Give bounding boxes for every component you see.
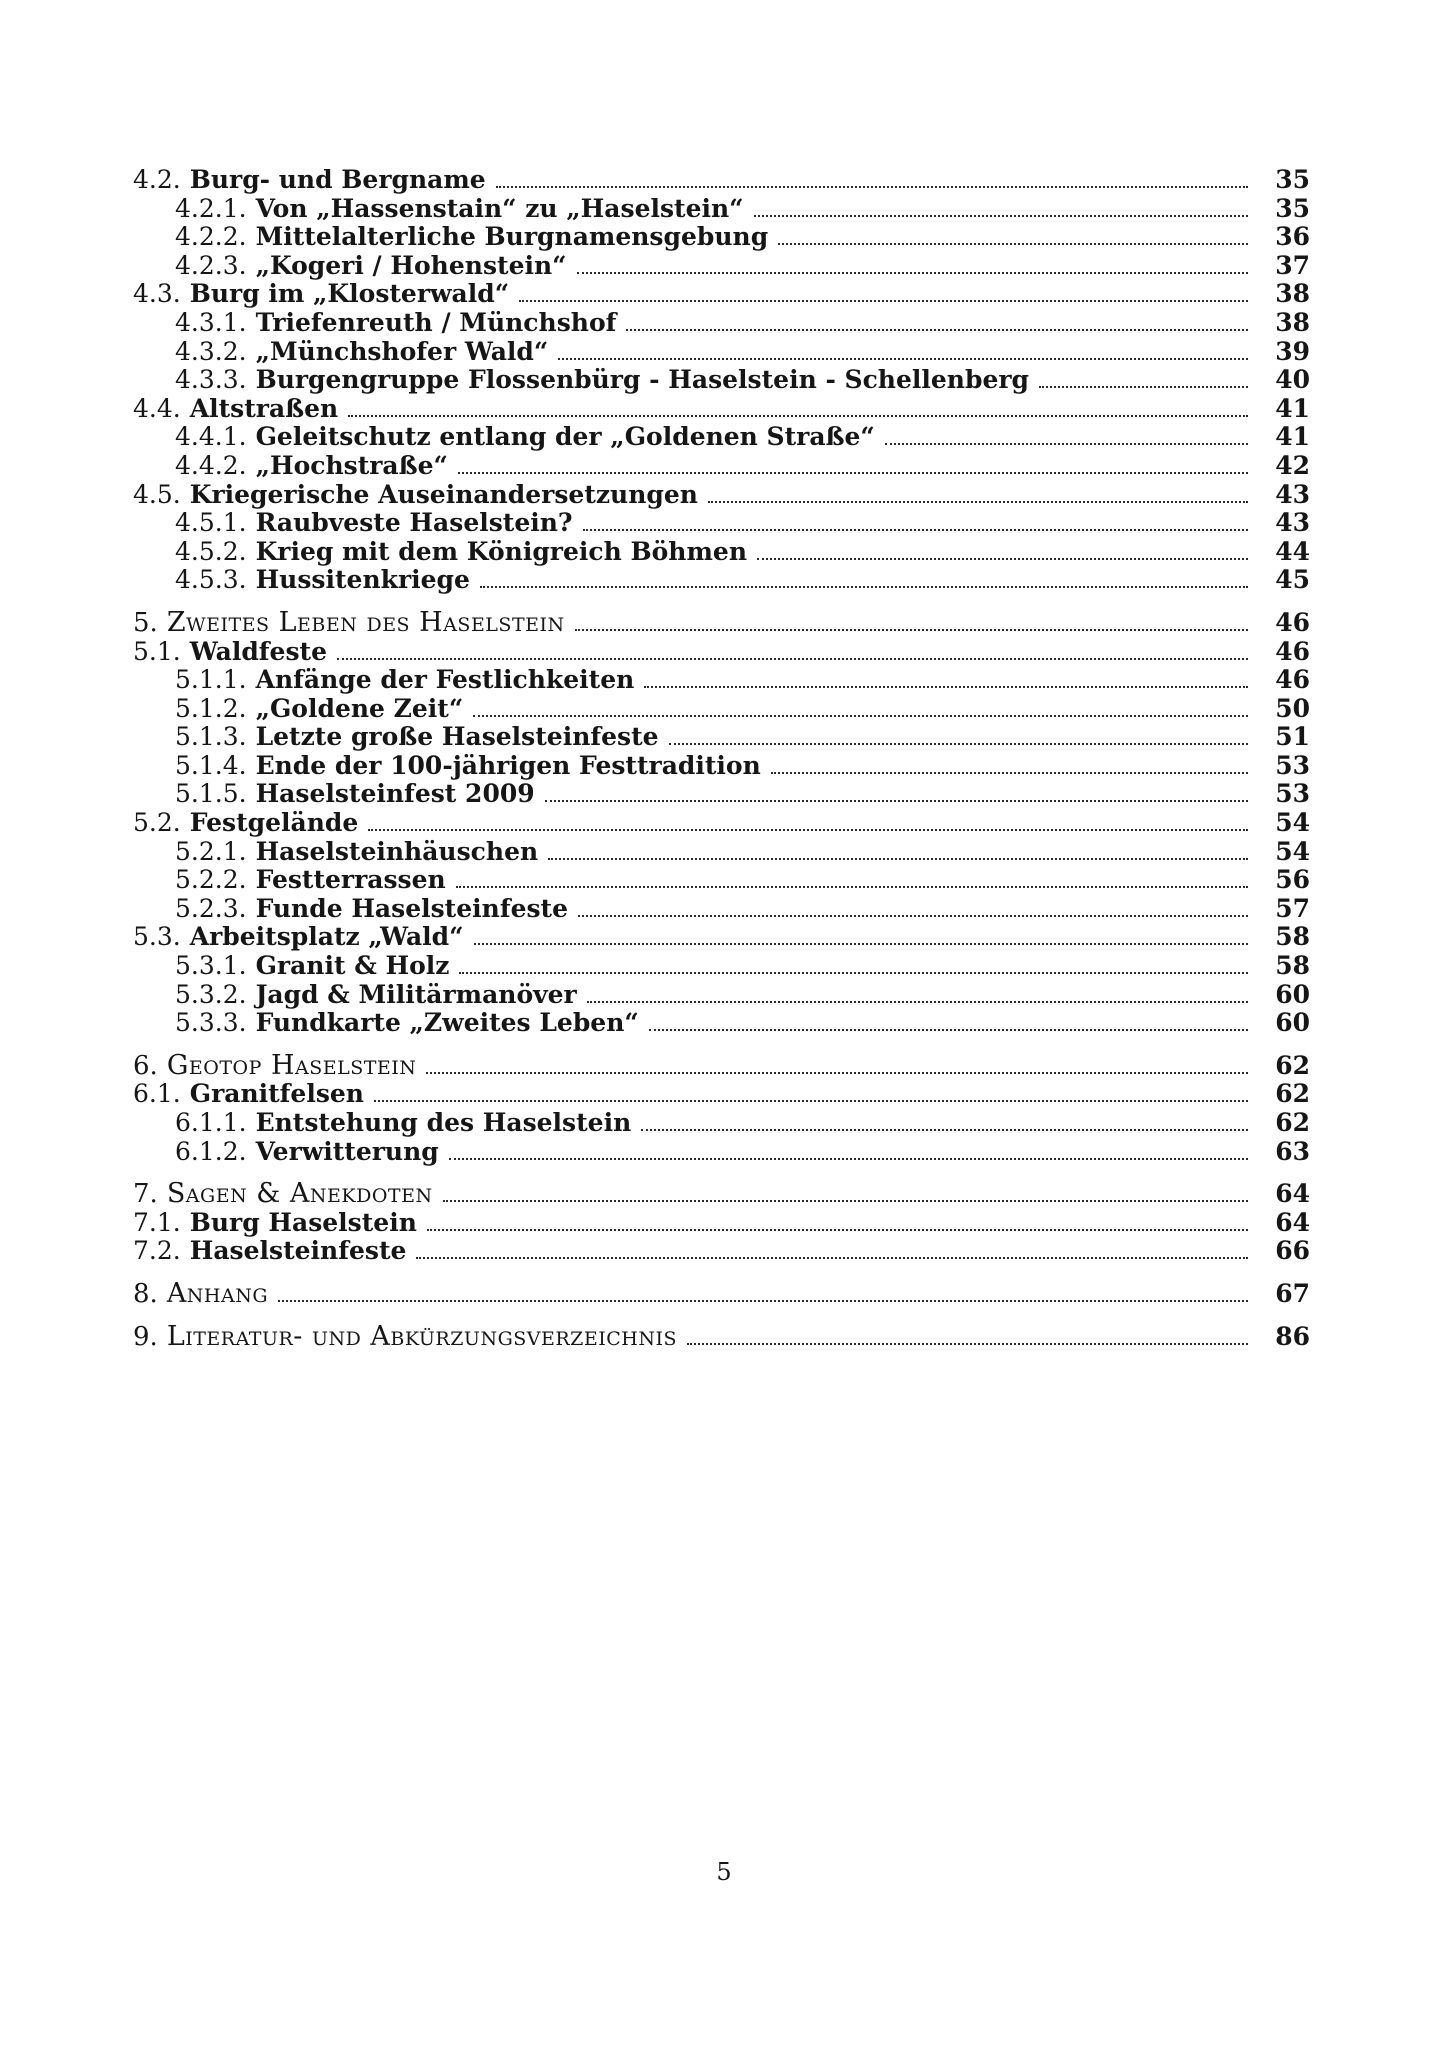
dotted-leader [458, 472, 1248, 474]
toc-entry [105, 1180, 1310, 1209]
dotted-leader [669, 743, 1248, 745]
toc-entry-title: Fundkarte „Zweites Leben“ [255, 1008, 639, 1038]
dotted-leader [649, 1029, 1248, 1031]
toc-entry-number: 5.1. [133, 636, 181, 666]
toc-entry-page-number: 50 [1275, 693, 1310, 723]
toc-entry-title: Kriegerische Auseinandersetzungen [189, 479, 698, 509]
toc-entry-title: Anfänge der Festlichkeiten [255, 665, 635, 695]
toc-entry [105, 838, 1310, 867]
toc-entry-number: 5.2.1. [175, 836, 247, 866]
toc-entry-number: 4.3.1. [175, 307, 247, 337]
toc-entry [105, 695, 1310, 724]
toc-entry [105, 1080, 1310, 1109]
toc-entry [105, 866, 1310, 895]
toc-entry-number: 4.2. [133, 165, 181, 194]
toc-entry-title: Haselsteinfeste [189, 1236, 407, 1266]
toc-entry-number: 4.5.3. [175, 565, 247, 595]
toc-entry-number: 6.1. [133, 1079, 181, 1109]
toc-entry-page-number: 86 [1275, 1321, 1310, 1351]
toc-entry-page-number: 35 [1275, 165, 1310, 194]
dotted-leader [427, 1229, 1248, 1231]
toc-entry-title: Burg Haselstein [189, 1207, 417, 1237]
toc-entry [105, 1009, 1310, 1038]
toc-entry-number: 5.2.2. [175, 865, 247, 895]
toc-entry-number: 6. [133, 1050, 158, 1081]
dotted-leader [778, 243, 1248, 245]
dotted-leader [348, 415, 1248, 417]
toc-entry [105, 395, 1310, 424]
toc-entry-page-number: 41 [1275, 393, 1310, 423]
toc-entry-number: 4.4.1. [175, 422, 247, 452]
toc-entry [105, 1138, 1310, 1167]
toc-entry [105, 481, 1310, 510]
toc-entry-title: Festterrassen [255, 865, 446, 895]
toc-entry-title: Letzte große Haselsteinfeste [255, 722, 659, 752]
toc-entry [105, 195, 1310, 224]
toc-entry [105, 923, 1310, 952]
toc-entry-page-number: 41 [1275, 422, 1310, 452]
toc-entry-title: „Hochstraße“ [255, 450, 448, 480]
toc-entry-page-number: 44 [1275, 536, 1310, 566]
footer-page-number: 5 [716, 1858, 732, 1886]
toc-entry [105, 1049, 1310, 1081]
toc-entry-title: Jagd & Militärmanöver [255, 979, 577, 1009]
dotted-leader [558, 358, 1248, 360]
toc-entry-title: Krieg mit dem Königreich Böhmen [255, 536, 747, 566]
toc-entry-number: 6.1.2. [175, 1136, 247, 1166]
toc-entry-page-number: 62 [1275, 1079, 1310, 1109]
toc-entry-title: Literatur- und Abkürzungsverzeichnis [166, 1320, 677, 1352]
toc-entry-title: Raubveste Haselstein? [255, 508, 573, 538]
toc-entry-page-number: 43 [1275, 479, 1310, 509]
dotted-leader [519, 300, 1248, 302]
toc-entry [105, 423, 1310, 452]
toc-entry-number: 4.2.3. [175, 250, 247, 280]
toc-entry [105, 809, 1310, 838]
toc-entry-title: Arbeitsplatz „Wald“ [189, 922, 464, 952]
toc-entry-page-number: 58 [1275, 951, 1310, 981]
toc-entry-number: 5.2. [133, 808, 181, 838]
toc-entry-page-number: 56 [1275, 865, 1310, 895]
toc-entry-page-number: 43 [1275, 508, 1310, 538]
toc-entry [105, 723, 1310, 752]
toc-entry-title: Festgelände [189, 808, 359, 838]
toc-entry-number: 8. [133, 1278, 158, 1309]
toc-entry-number: 5.1.3. [175, 722, 247, 752]
toc-entry-title: Haselsteinhäuschen [255, 836, 539, 866]
toc-entry-number: 4.5. [133, 479, 181, 509]
toc-entry-number: 4.2.1. [175, 193, 247, 223]
toc-entry [105, 895, 1310, 924]
toc-entry [105, 309, 1310, 338]
dotted-leader [443, 1200, 1248, 1202]
dotted-leader [473, 715, 1248, 717]
toc-entry [105, 1209, 1310, 1238]
dotted-leader [575, 629, 1248, 631]
toc-entry-page-number: 39 [1275, 336, 1310, 366]
toc-entry-title: Anhang [166, 1277, 269, 1309]
toc-entry-number: 5.3. [133, 922, 181, 952]
toc-entry-title: Verwitterung [255, 1136, 439, 1166]
toc-entry [105, 752, 1310, 781]
toc-entry [105, 566, 1310, 595]
dotted-leader [548, 858, 1248, 860]
toc-entry-page-number: 64 [1275, 1207, 1310, 1237]
toc-entry-number: 4.2.2. [175, 222, 247, 252]
toc-entry-title: Sagen & Anekdoten [166, 1178, 433, 1210]
toc-entry-number: 5.1.1. [175, 665, 247, 695]
toc-entry-number: 4.3.3. [175, 365, 247, 395]
dotted-leader [644, 686, 1248, 688]
toc-entry-title: Waldfeste [189, 636, 327, 666]
dotted-leader [754, 215, 1248, 217]
toc-entry-title: Hussitenkriege [255, 565, 470, 595]
toc-entry-page-number: 62 [1275, 1108, 1310, 1137]
toc-entry-page-number: 54 [1275, 808, 1310, 838]
toc-entry-title: Zweites Leben des Haselstein [166, 606, 565, 638]
toc-entry-page-number: 53 [1275, 750, 1310, 780]
toc-entry-page-number: 38 [1275, 307, 1310, 337]
toc-entry-title: Funde Haselsteinfeste [255, 893, 569, 923]
toc-entry-number: 5.1.4. [175, 750, 247, 780]
toc-entry [105, 509, 1310, 538]
toc-entry [105, 638, 1310, 667]
toc-entry-page-number: 57 [1275, 893, 1310, 923]
toc-entry-number: 4.3.2. [175, 336, 247, 366]
toc-entry-number: 5.1.2. [175, 693, 247, 723]
toc-entry [105, 981, 1310, 1010]
dotted-leader [416, 1257, 1248, 1259]
toc-entry-title: Granitfelsen [189, 1079, 364, 1109]
toc-entry-title: Altstraßen [189, 393, 339, 423]
toc-entry-page-number: 46 [1275, 636, 1310, 666]
toc-entry-page-number: 63 [1275, 1136, 1310, 1166]
dotted-leader [449, 1158, 1248, 1160]
dotted-leader [577, 272, 1248, 274]
toc-entry-number: 5.1.5. [175, 779, 247, 809]
toc-entry [105, 666, 1310, 695]
toc-entry-number: 5.3.2. [175, 979, 247, 1009]
toc-entry-title: Granit & Holz [255, 951, 450, 981]
dotted-leader [459, 972, 1248, 974]
toc-entry-page-number: 42 [1275, 450, 1310, 480]
toc-entry-page-number: 54 [1275, 836, 1310, 866]
toc-entry [105, 366, 1310, 395]
toc-entry-title: „Münchshofer Wald“ [255, 336, 549, 366]
dotted-leader [368, 829, 1248, 831]
dotted-leader [587, 1001, 1248, 1003]
dotted-leader [583, 529, 1248, 531]
toc-entry-page-number: 58 [1275, 922, 1310, 952]
dotted-leader [885, 443, 1248, 445]
toc-entry [105, 780, 1310, 809]
dotted-leader [456, 886, 1248, 888]
toc-entry-number: 4.4. [133, 393, 181, 423]
toc-entry-page-number: 37 [1275, 250, 1310, 280]
toc-entry-page-number: 45 [1275, 565, 1310, 595]
toc-entry-number: 5. [133, 607, 158, 638]
toc-entry-number: 9. [133, 1321, 158, 1352]
dotted-leader [426, 1072, 1248, 1074]
dotted-leader [278, 1300, 1248, 1302]
dotted-leader [337, 658, 1248, 660]
toc-entry-title: „Kogeri / Hohenstein“ [255, 250, 567, 280]
toc-entry-page-number: 46 [1275, 607, 1310, 637]
toc-entry-page-number: 60 [1275, 979, 1310, 1009]
toc-entry-title: Ende der 100-jährigen Festtradition [255, 750, 761, 780]
toc-entry-number: 7.2. [133, 1236, 181, 1266]
toc-entry-page-number: 40 [1275, 365, 1310, 395]
toc-entry-page-number: 38 [1275, 279, 1310, 309]
toc-entry [105, 538, 1310, 567]
toc-entry [105, 1237, 1310, 1266]
toc-entry-number: 7. [133, 1179, 158, 1210]
toc-entry-page-number: 62 [1275, 1050, 1310, 1080]
toc-entry-number: 6.1.1. [175, 1108, 247, 1137]
toc-entry-number: 5.2.3. [175, 893, 247, 923]
dotted-leader [578, 915, 1248, 917]
toc-entry-title: Geleitschutz entlang der „Goldenen Straße“ [255, 422, 875, 452]
toc-entry-title: Burgengruppe Flossenbürg - Haselstein - Schellenberg [255, 365, 1029, 395]
dotted-leader [757, 558, 1248, 560]
toc-entry-title: Von „Hassenstain“ zu „Haselstein“ [255, 193, 744, 223]
dotted-leader [374, 1100, 1248, 1102]
toc-entry-page-number: 35 [1275, 193, 1310, 223]
dotted-leader [545, 800, 1248, 802]
toc-entry-title: Mittelalterliche Burgnamensgebung [255, 222, 769, 252]
dotted-leader [771, 772, 1248, 774]
dotted-leader [687, 1343, 1248, 1345]
dotted-leader [474, 943, 1248, 945]
toc-entry-number: 4.4.2. [175, 450, 247, 480]
toc-entry-number: 5.3.3. [175, 1008, 247, 1038]
toc-entry-page-number: 66 [1275, 1236, 1310, 1266]
toc-entry [105, 1109, 1310, 1138]
table-of-contents [105, 166, 1310, 1351]
dotted-leader [626, 329, 1248, 331]
toc-entry-title: Triefenreuth / Münchshof [255, 307, 617, 337]
toc-entry-page-number: 64 [1275, 1179, 1310, 1209]
toc-entry [105, 338, 1310, 367]
toc-entry [105, 452, 1310, 481]
toc-entry-page-number: 46 [1275, 665, 1310, 695]
toc-entry-number: 4.3. [133, 279, 181, 309]
toc-entry [105, 280, 1310, 309]
toc-entry [105, 606, 1310, 638]
toc-entry-page-number: 53 [1275, 779, 1310, 809]
dotted-leader [708, 501, 1248, 503]
toc-entry-title: Burg- und Bergname [189, 165, 486, 194]
toc-entry-number: 5.3.1. [175, 951, 247, 981]
toc-entry-title: Haselsteinfest 2009 [255, 779, 535, 809]
toc-entry-number: 7.1. [133, 1207, 181, 1237]
toc-entry-page-number: 51 [1275, 722, 1310, 752]
toc-entry-title: Entstehung des Haselstein [255, 1108, 632, 1137]
toc-entry-page-number: 67 [1275, 1278, 1310, 1308]
toc-entry [105, 166, 1310, 195]
dotted-leader [1039, 386, 1248, 388]
toc-entry-page-number: 60 [1275, 1008, 1310, 1038]
toc-entry-title: „Goldene Zeit“ [255, 693, 464, 723]
dotted-leader [641, 1129, 1248, 1131]
toc-entry-number: 4.5.2. [175, 536, 247, 566]
toc-entry [105, 952, 1310, 981]
dotted-leader [496, 186, 1248, 188]
toc-entry [105, 252, 1310, 281]
toc-entry-title: Burg im „Klosterwald“ [189, 279, 510, 309]
toc-entry [105, 1320, 1310, 1352]
toc-entry [105, 223, 1310, 252]
toc-entry-title: Geotop Haselstein [166, 1049, 417, 1081]
dotted-leader [480, 586, 1248, 588]
toc-entry-page-number: 36 [1275, 222, 1310, 252]
toc-entry-number: 4.5.1. [175, 508, 247, 538]
toc-entry [105, 1277, 1310, 1309]
